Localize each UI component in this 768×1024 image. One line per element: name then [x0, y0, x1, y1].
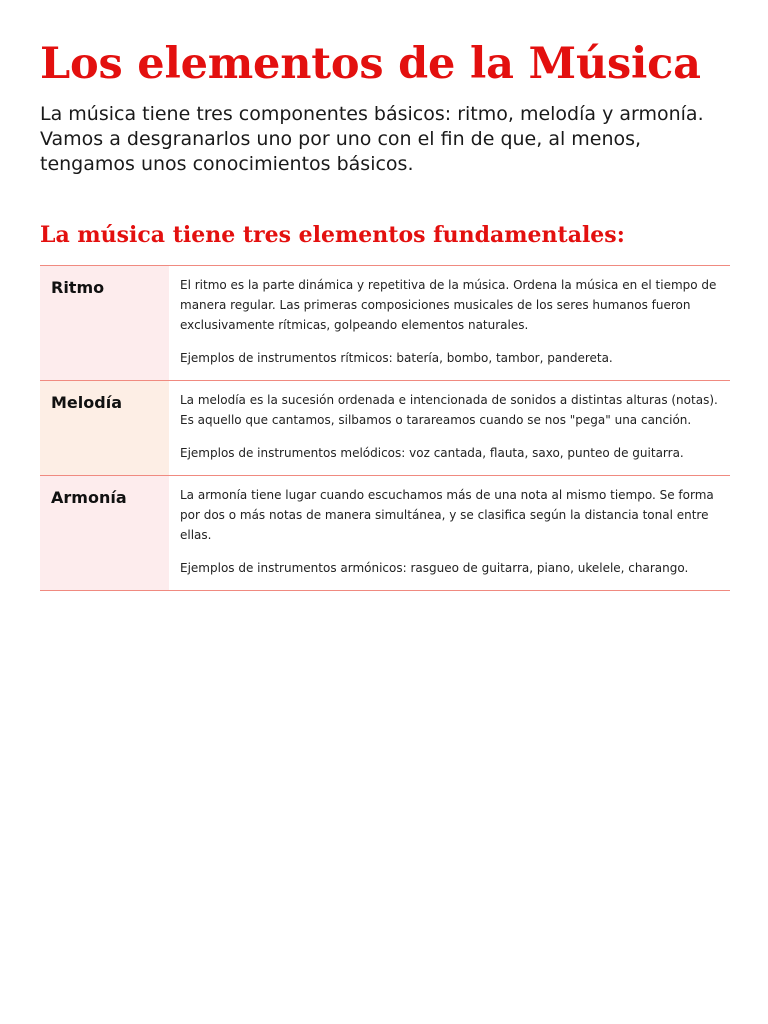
page-title: Los elementos de la Música — [40, 39, 701, 89]
element-body — [169, 476, 730, 590]
intro-paragraph: La música tiene tres componentes básicos: ritmo, melodía y armonía. Vamos a desgranarlos uno por uno con el fin de que, al menos, tengamos unos conocimientos básicos. — [40, 103, 704, 175]
element-examples: Ejemplos de instrumentos melódicos: voz cantada, flauta, saxo, punteo de guitarra. — [180, 446, 684, 460]
table-row-armonia — [40, 476, 730, 591]
element-name: Melodía — [40, 381, 169, 475]
element-examples: Ejemplos de instrumentos armónicos: rasgueo de guitarra, piano, ukelele, charango. — [180, 561, 689, 575]
element-description: La armonía tiene lugar cuando escuchamos más de una nota al mismo tiempo. Se forma por dos o más notas de manera simultánea, y se clasifica según la distancia tonal entre ellas. — [180, 488, 714, 542]
element-body — [169, 266, 730, 380]
element-description: La melodía es la sucesión ordenada e intencionada de sonidos a distintas alturas (notas). Es aquello que cantamos, silbamos o tarareamos cuando se nos "pega" una canción. — [180, 393, 718, 427]
element-examples: Ejemplos de instrumentos rítmicos: batería, bombo, tambor, pandereta. — [180, 351, 613, 365]
section-title: La música tiene tres elementos fundamentales: — [40, 222, 625, 248]
element-body — [169, 381, 730, 475]
table-row-ritmo — [40, 266, 730, 381]
elements-table — [40, 265, 730, 591]
element-description: El ritmo es la parte dinámica y repetitiva de la música. Ordena la música en el tiempo de manera regular. Las primeras composiciones musicales de los seres humanos fueron exclusivamente rítmicas, golpeando elementos naturales. — [180, 278, 717, 332]
element-name: Ritmo — [40, 266, 169, 380]
element-name: Armonía — [40, 476, 169, 590]
table-row-melodia — [40, 381, 730, 476]
